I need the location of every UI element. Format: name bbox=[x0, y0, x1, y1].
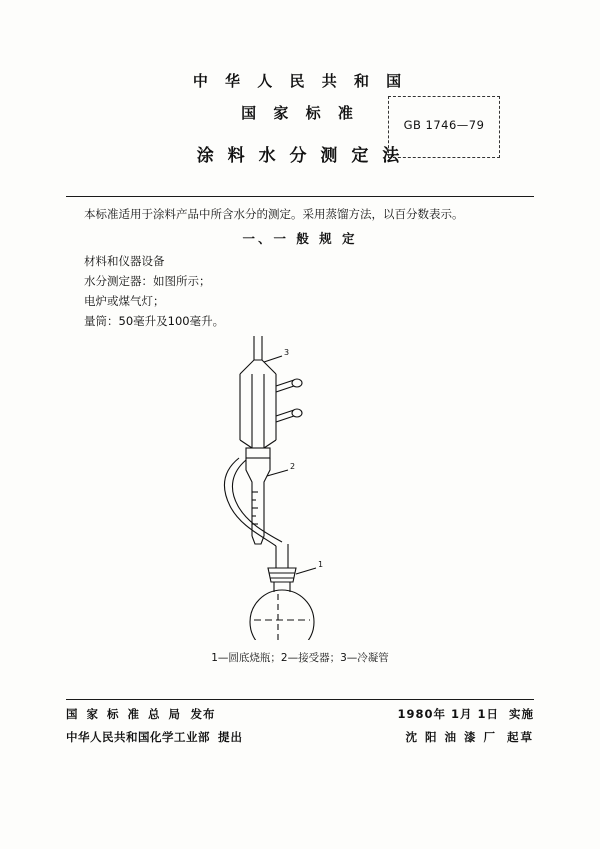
list-item: 水分测定器：如图所示； bbox=[84, 274, 211, 288]
figure-callout-3: 3 bbox=[284, 348, 290, 357]
figure-caption: 1—圆底烧瓶；2—接受器；3—冷凝管 bbox=[211, 652, 389, 664]
divider-top bbox=[66, 196, 534, 197]
standard-label: 国 家 标 准 bbox=[241, 104, 359, 122]
footer-row-propose bbox=[66, 729, 534, 745]
standard-code: GB 1746—79 bbox=[403, 118, 485, 132]
figure-callout-2: 2 bbox=[290, 462, 296, 471]
drafter-org: 沈 阳 油 漆 厂 bbox=[405, 730, 497, 744]
divider-bottom bbox=[66, 699, 534, 700]
effective-date-block bbox=[397, 706, 534, 722]
proposer-org: 中华人民共和国化学工业部 bbox=[66, 730, 210, 744]
proposer-action: 提出 bbox=[218, 730, 243, 744]
figure-callout-1: 1 bbox=[318, 560, 324, 569]
section-title: 一、一 般 规 定 bbox=[242, 231, 358, 246]
document-header bbox=[0, 70, 600, 166]
effective-date: 1980年 1月 1日 bbox=[397, 707, 499, 721]
drafter-block bbox=[405, 729, 534, 745]
document-footer bbox=[66, 706, 534, 752]
nation-line: 中 华 人 民 共 和 国 bbox=[192, 72, 408, 90]
apparatus-figure bbox=[170, 330, 430, 640]
issuer-action: 发布 bbox=[190, 707, 216, 721]
requirements-list bbox=[84, 253, 504, 333]
list-item: 材料和仪器设备 bbox=[84, 254, 165, 268]
standard-code-box bbox=[388, 96, 500, 158]
page-title: 涂 料 水 分 测 定 法 bbox=[196, 146, 404, 166]
intro-paragraph: 本标准适用于涂料产品中所含水分的测定。采用蒸馏方法，以百分数表示。 bbox=[84, 207, 464, 221]
list-item: 量筒：50毫升及100毫升。 bbox=[84, 314, 225, 328]
issuer-block bbox=[66, 706, 216, 722]
issuer-org: 国 家 标 准 总 局 bbox=[66, 707, 183, 721]
proposer-block bbox=[66, 729, 243, 745]
footer-row-issue bbox=[66, 706, 534, 722]
drafter-action: 起草 bbox=[507, 730, 534, 744]
apparatus-diagram bbox=[170, 330, 430, 640]
effective-date-action: 实施 bbox=[509, 707, 534, 721]
list-item: 电炉或煤气灯； bbox=[84, 294, 165, 308]
